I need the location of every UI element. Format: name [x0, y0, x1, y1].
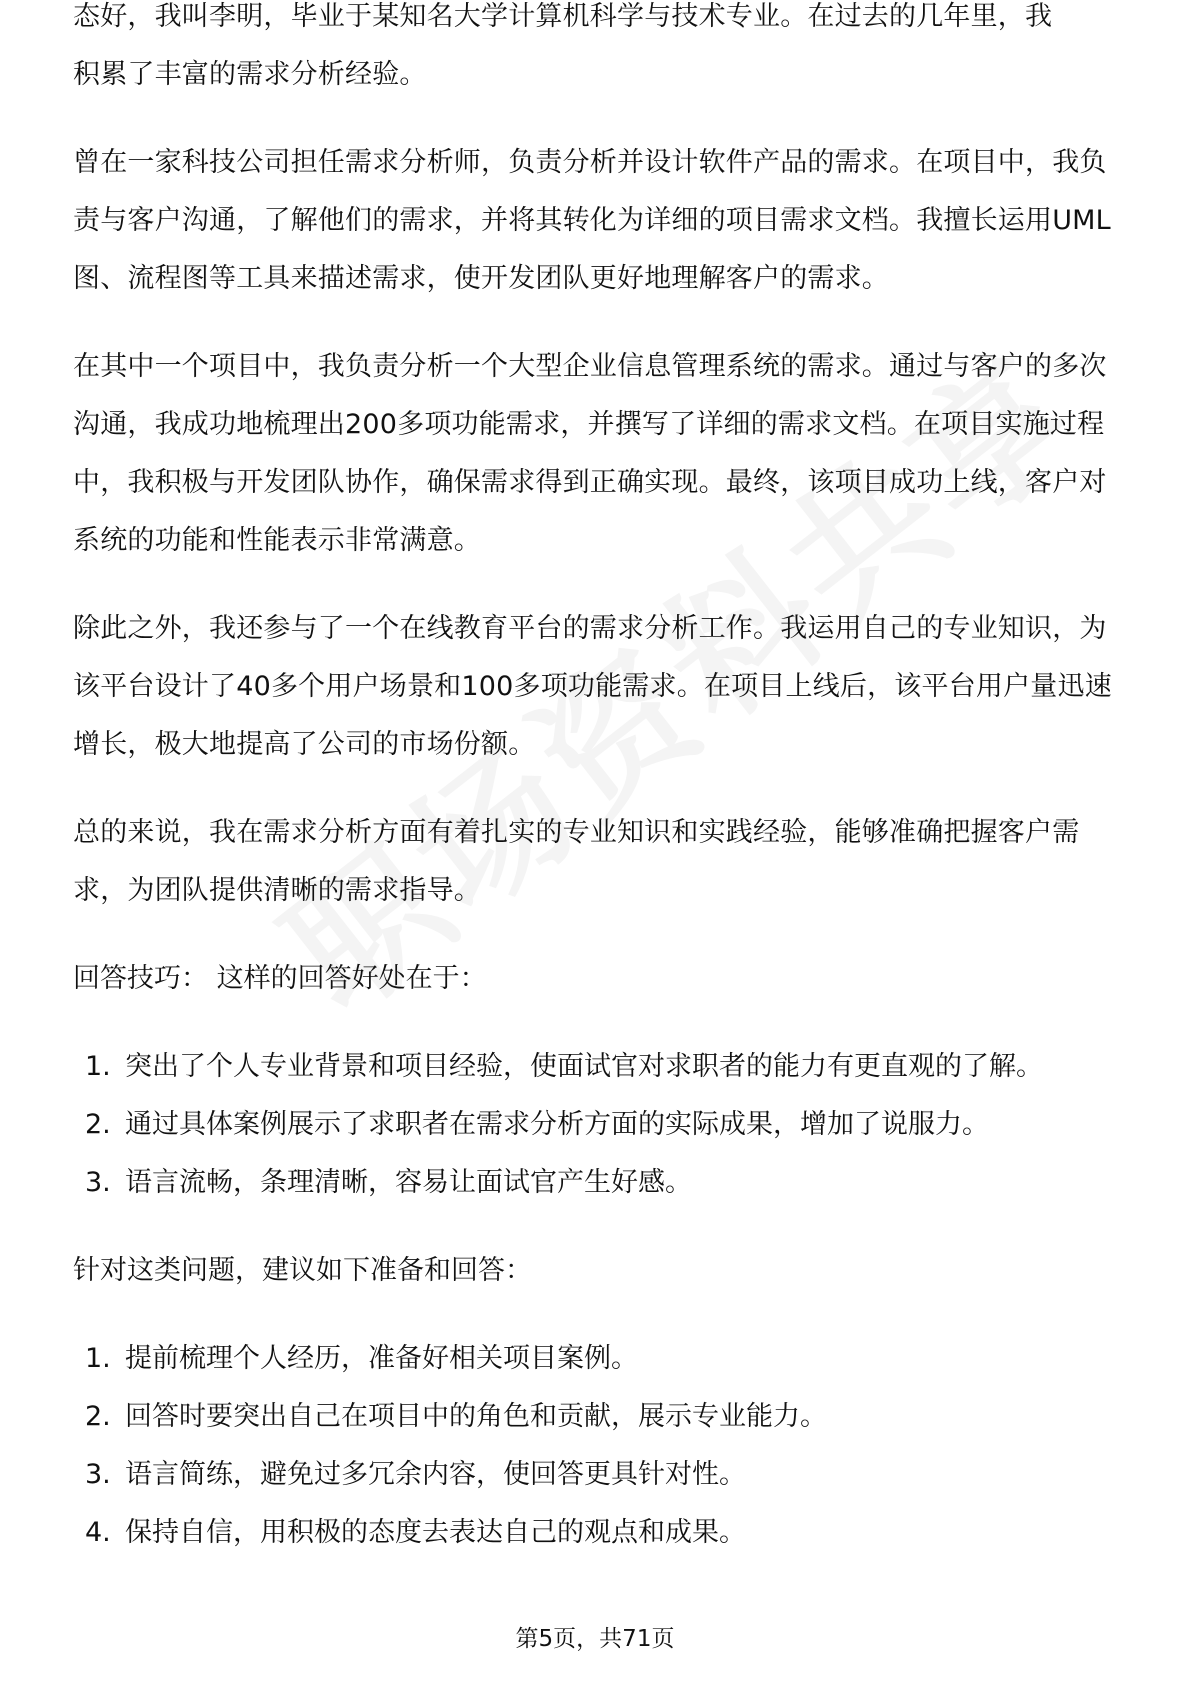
cut-off-line: 态好，我叫李明，毕业于某知名大学计算机科学与技术专业。在过去的几年里，我: [73, 1, 1053, 32]
list-text: 通过具体案例展示了求职者在需求分析方面的实际成果，增加了说服力。: [125, 1109, 989, 1140]
list-text: 语言流畅，条理清晰，容易让面试官产生好感。: [125, 1167, 692, 1198]
list-item: [73, 1446, 1118, 1504]
document-body: [73, 1, 1118, 1592]
list-item: [73, 1504, 1118, 1562]
list-number: 2.: [85, 1401, 111, 1432]
list-number: 4.: [85, 1517, 111, 1548]
paragraph-project: 在其中一个项目中，我负责分析一个大型企业信息管理系统的需求。通过与客户的多次沟通，我成功地梳理出200多项功能需求，并撰写了详细的需求文档。在项目实施过程中，我积极与开发团队协作，确保需求得到正确实现。最终，该项目成功上线，客户对系统的功能和性能表示非常满意。: [73, 351, 1107, 556]
advice-list: [73, 1330, 1118, 1562]
list-text: 提前梳理个人经历，准备好相关项目案例。: [125, 1343, 638, 1374]
list-item: [73, 1388, 1118, 1446]
intro-paragraph: [73, 1, 1118, 104]
list-text: 语言简练，避免过多冗余内容，使回答更具针对性。: [125, 1459, 746, 1490]
paragraph-education-platform: 除此之外，我还参与了一个在线教育平台的需求分析工作。我运用自己的专业知识，为该平台设计了40多个用户场景和100多项功能需求。在项目上线后，该平台用户量迅速增长，极大地提高了公司的市场份额。: [73, 613, 1112, 760]
list-text: 保持自信，用积极的态度去表达自己的观点和成果。: [125, 1517, 746, 1548]
paragraph-summary: 总的来说，我在需求分析方面有着扎实的专业知识和实践经验，能够准确把握客户需求，为团队提供清晰的需求指导。: [73, 817, 1080, 906]
list-text: 突出了个人专业背景和项目经验，使面试官对求职者的能力有更直观的了解。: [125, 1051, 1043, 1082]
page-number: 第5页，共71页: [515, 1626, 675, 1652]
tips-heading: 回答技巧： 这样的回答好处在于：: [73, 963, 487, 994]
paragraph-experience: 曾在一家科技公司担任需求分析师，负责分析并设计软件产品的需求。在项目中，我负责与客户沟通，了解他们的需求，并将其转化为详细的项目需求文档。我擅长运用UML图、流程图等工具来描述需求，使开发团队更好地理解客户的需求。: [73, 147, 1111, 294]
list-number: 3.: [85, 1459, 111, 1490]
list-number: 3.: [85, 1167, 111, 1198]
list-item: [73, 1038, 1118, 1096]
list-item: [73, 1096, 1118, 1154]
list-number: 2.: [85, 1109, 111, 1140]
list-number: 1.: [85, 1051, 111, 1082]
list-number: 1.: [85, 1343, 111, 1374]
advice-heading: 针对这类问题，建议如下准备和回答：: [73, 1255, 532, 1286]
intro-line: 积累了丰富的需求分析经验。: [73, 59, 427, 90]
tips-list: [73, 1038, 1118, 1212]
list-item: [73, 1330, 1118, 1388]
list-item: [73, 1154, 1118, 1212]
list-text: 回答时要突出自己在项目中的角色和贡献，展示专业能力。: [125, 1401, 827, 1432]
